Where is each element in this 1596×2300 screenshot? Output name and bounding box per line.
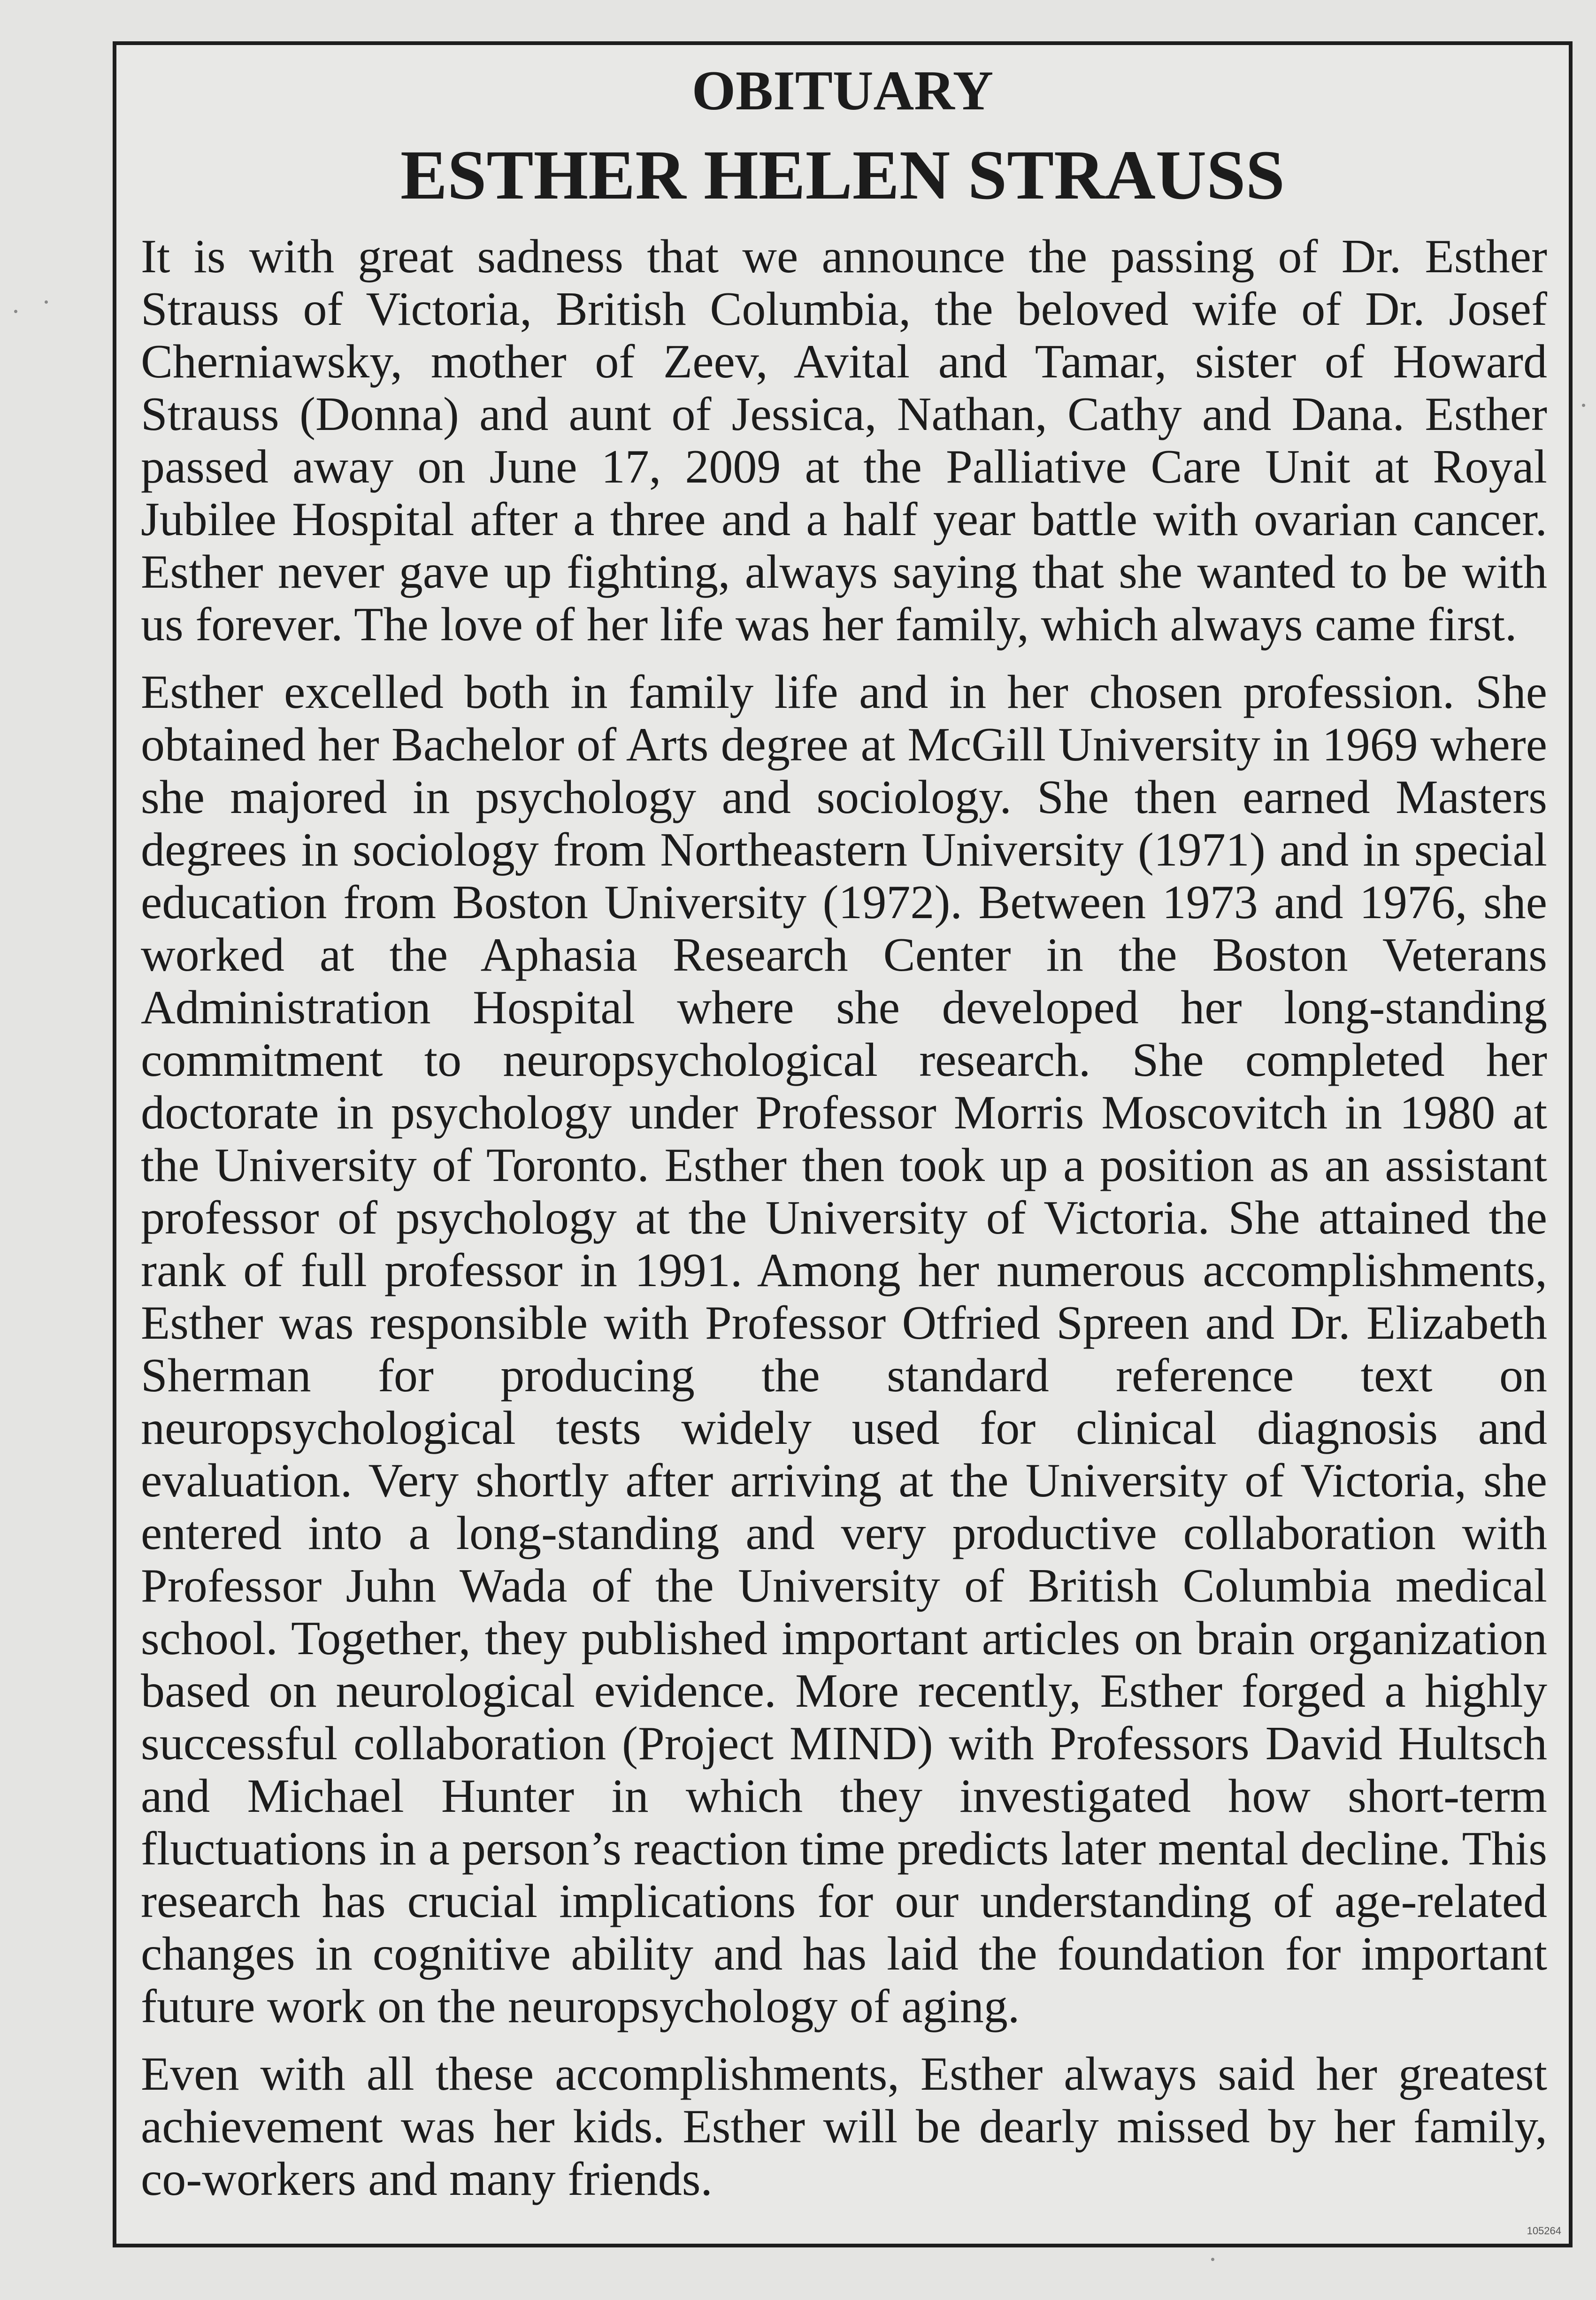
paragraph-family: It is with great sadness that we announce the passing of Dr. Esther Strauss of Victoria, British Columbia, the beloved wife of Dr. Josef Cherniawsky, mother of Zeev, Avital and Tamar, sister of Howard Strauss (Donna) and aunt of Jessica, Nathan, Cathy and Dana. Esther passed away on June 17, 2009 at the Palliative Care Unit at Royal Jubilee Hospital after a three and a half year battle with ovarian cancer. Esther never gave up fighting, always saying that she wanted to be with us forever. The love of her life was her family, which always came first.: [141, 230, 1547, 651]
paragraph-closing: Even with all these accomplishments, Esther always said her greatest achievement was her kids. Esther will be dearly missed by her family, co-workers and many friends.: [141, 2047, 1547, 2206]
print-speck: [14, 310, 17, 313]
print-speck: [1582, 404, 1585, 407]
obituary-notice: [113, 41, 1573, 2247]
paragraph-career: Esther excelled both in family life and in her chosen profession. She obtained her Bachelor of Arts degree at McGill University in 1969 where she majored in psychology and sociology. She then earned Masters degrees in sociology from Northeastern University (1971) and in special education from Boston University (1972). Between 1973 and 1976, she worked at the Aphasia Research Center in the Boston Veterans Administration Hospital where she developed her long-standing commitment to neuropsychological research. She completed her doctorate in psychology under Professor Morris Moscovitch in 1980 at the University of Toronto. Esther then took up a position as an assistant professor of psychology at the University of Victoria. She attained the rank of full professor in 1991. Among her numerous accomplishments, Esther was responsible with Professor Otfried Spreen and Dr. Elizabeth Sherman for producing the standard reference text on neuropsychological tests widely used for clinical diagnosis and evaluation. Very shortly after arriving at the University of Victoria, she entered into a long-standing and very productive collaboration with Professor Juhn Wada of the University of British Columbia medical school. Together, they published important articles on brain organization based on neurological evidence. More recently, Esther forged a highly successful collaboration (Project MIND) with Professors David Hultsch and Michael Hunter in which they investigated how short-term fluctuations in a person’s reaction time predicts later mental decline. This research has crucial implications for our understanding of age-related changes in cognitive ability and has laid the foundation for important future work on the neuropsychology of aging.: [141, 666, 1547, 2033]
obituary-body: [141, 230, 1547, 2221]
section-label: OBITUARY: [691, 59, 994, 122]
print-speck: [45, 300, 48, 304]
reference-number: 105264: [1527, 2225, 1561, 2237]
print-speck: [1211, 2258, 1214, 2261]
deceased-name: ESTHER HELEN STRAUSS: [400, 136, 1285, 214]
